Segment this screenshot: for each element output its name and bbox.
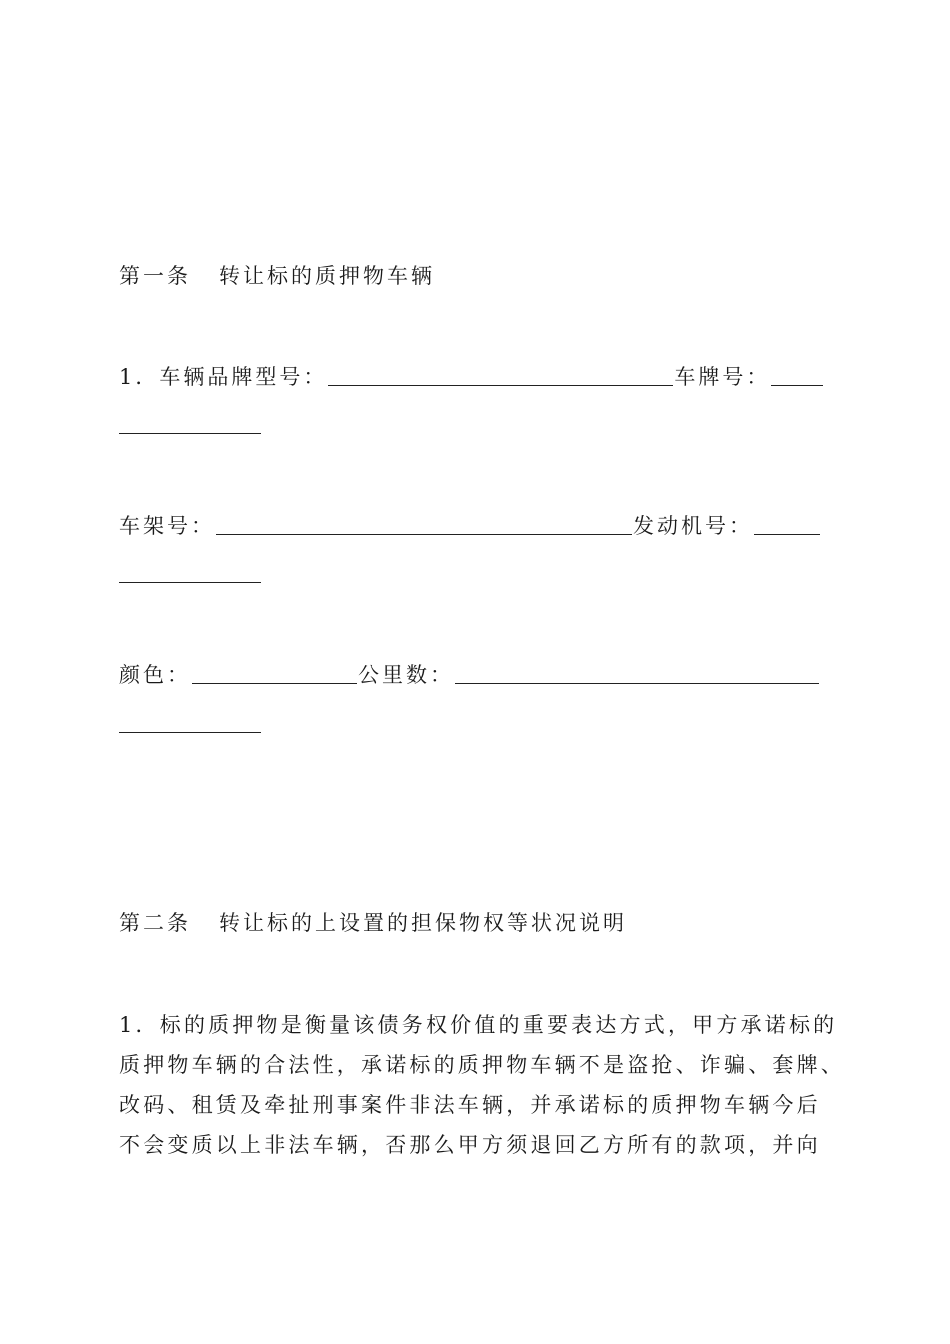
color-mileage-row xyxy=(119,660,820,690)
frame-number-blank xyxy=(216,514,632,535)
article-2-number: 第二条 xyxy=(119,911,191,935)
article-1-number: 第一条 xyxy=(119,264,191,288)
vehicle-model-blank xyxy=(328,365,673,386)
color-label: 颜色： xyxy=(119,663,191,687)
article-2-paragraph xyxy=(119,1005,845,1165)
plate-number-label: 车牌号： xyxy=(674,365,771,389)
color-blank xyxy=(192,663,357,684)
engine-number-label: 发动机号： xyxy=(633,514,753,538)
vehicle-model-row xyxy=(119,362,824,392)
plate-number-blank-continued xyxy=(119,433,261,434)
mileage-blank-continued xyxy=(119,732,261,733)
plate-number-blank xyxy=(771,365,823,386)
paragraph-line: 改码、租赁及牵扯刑事案件非法车辆，并承诺标的质押物车辆今后 xyxy=(119,1093,821,1117)
article-1-heading xyxy=(119,261,435,291)
mileage-blank xyxy=(455,663,819,684)
mileage-label: 公里数： xyxy=(358,663,454,687)
vehicle-model-label: 1．车辆品牌型号： xyxy=(119,365,328,389)
article-2-title: 转让标的上设置的担保物权等状况说明 xyxy=(219,911,627,935)
engine-number-blank-continued xyxy=(119,582,261,583)
paragraph-line: 1．标的质押物是衡量该债务权价值的重要表达方式，甲方承诺标的 xyxy=(119,1013,838,1037)
article-2-heading xyxy=(119,908,627,938)
article-1-title: 转让标的质押物车辆 xyxy=(219,264,435,288)
paragraph-line: 不会变质以上非法车辆，否那么甲方须退回乙方所有的款项，并向 xyxy=(119,1133,821,1157)
paragraph-line: 质押物车辆的合法性，承诺标的质押物车辆不是盗抢、诈骗、套牌、 xyxy=(119,1053,845,1077)
frame-engine-row xyxy=(119,511,821,541)
frame-number-label: 车架号： xyxy=(119,514,215,538)
engine-number-blank xyxy=(754,514,820,535)
